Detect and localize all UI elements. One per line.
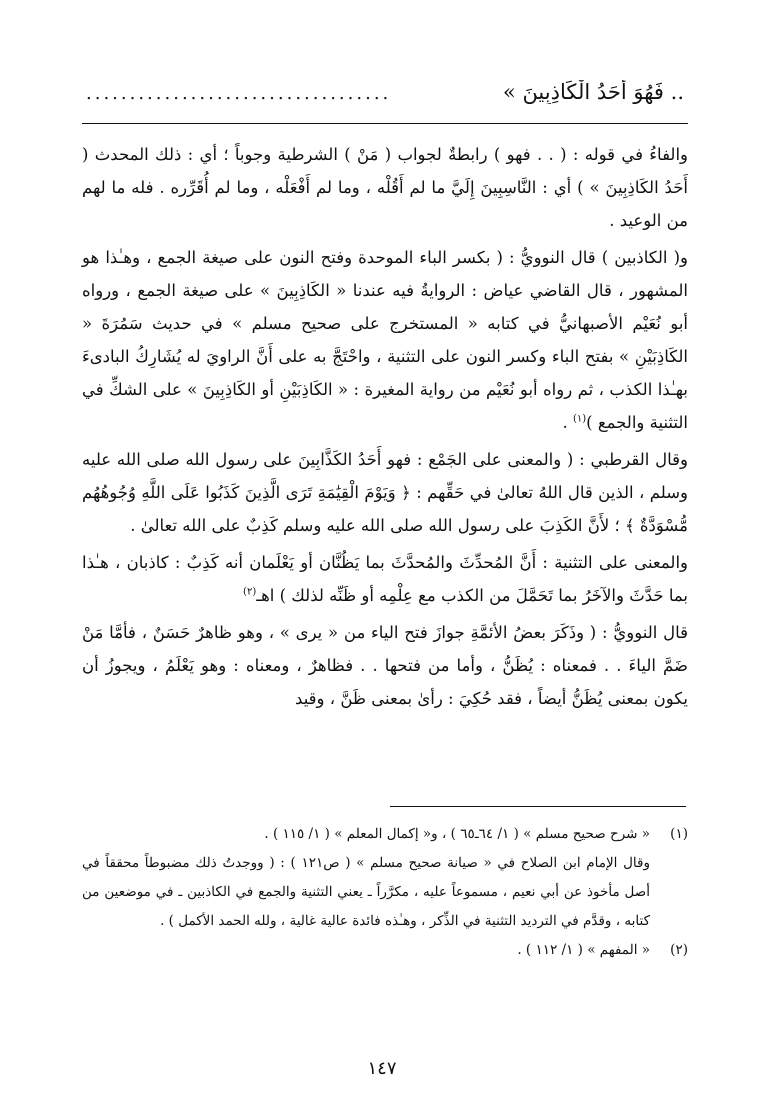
footnote-ref-2[interactable]: (٢): [243, 586, 257, 598]
header-rule: [82, 123, 688, 124]
page-number: ١٤٧: [367, 1058, 397, 1079]
footnote-1: [82, 820, 688, 849]
footnote-2: [82, 936, 688, 965]
footnotes: [82, 820, 688, 965]
footnote-1-continuation: وقال الإمام ابن الصلاح في « صيانة صحيح مسلم » ( ص١٢١ ) : ( ووجدتُ ذلك مضبوطاً محققاً في أصل مأخوذ عن أبي نعيم ، مسموعاً عليه ، مكرَّراً ـ يعني التثنية والجمع في الكاذبين ـ في موضعين من كتابه ، وقدَّم في الترديد التثنية في الذِّكر ، وهـٰذه فائدة عالية غالية ، ولله الحمد الأكمل ) .: [82, 855, 650, 929]
paragraph-2: و( الكاذبين ) قال النوويُّ : ( بكسر الباء الموحدة وفتح النون على صيغة الجمع ، وهـٰذا هو المشهور ، قال القاضي عياض : الروايةُ فيه عندنا « الكَاذِبِينَ » على صيغة الجمع ، ورواه أبو نُعَيْم الأصبهانيُّ في كتابه « المستخرج على صحيح مسلم » في حديث سَمُرَةَ « الكَاذِبَيْنِ » بفتح الباء وكسر النون على التثنية ، واحْتَجَّ به على أَنَّ الراويَ له يُشَارِكُ البادىءَ بهـٰذا الكذب ، ثم رواه أبو نُعَيْم من رواية المغيرة : « الكَاذِبَيْنِ أو الكَاذِبِينَ » على الشكِّ في التثنية والجمع )$^{(١)}$ .: [82, 248, 688, 432]
footnote-text: « المفهم » ( ١/ ١١٢ ) .: [517, 942, 650, 958]
paragraph-4: [82, 546, 688, 612]
header-title: فَهُوَ أَحَدُ الْكَاذِبِينَ »: [502, 80, 664, 104]
footnote-number: (٢): [670, 942, 688, 958]
paragraph-3: وقال القرطبي : ( والمعنى على الجَمْع : فهو أَحَدُ الكَذَّابِينَ على رسول الله صلى الله عليه وسلم ، الذين قال اللهُ تعالىٰ في حَقِّهم : ﴿ وَيَوْمَ الْقِيَٰمَةِ تَرَى الَّذِينَ كَذَبُوا عَلَى اللَّهِ وُجُوهُهُم مُّسْوَدَّةٌ ﴾ ؛ لأَنَّ الكَذِبَ على رسول الله صلى الله عليه وسلم كَذِبٌ على الله تعالىٰ .: [82, 450, 688, 535]
footnote-ref-1[interactable]: (١): [572, 413, 587, 425]
paragraph-5: قال النوويُّ : ( وذَكَرَ بعضُ الأئمَّةِ جوازَ فتح الياء من « يرى » ، وهو ظاهرٌ حَسَنٌ ، فأمَّا مَنْ ضَمَّ الياءَ . . فمعناه : يُظَنُّ ، وأما من فتحها . . فظاهرٌ ، ومعناه : وهو يَعْلَمُ ، ويجوزُ أن يكون بمعنى يُظَنُّ أيضاً ، فقد حُكِيَ : رأىٰ بمعنى ظَنَّ ، وقيد: [82, 623, 688, 708]
footnote-number: (١): [670, 826, 688, 842]
running-header: [86, 80, 684, 104]
paragraph-4-text: والمعنى على التثنية : أَنَّ المُحدِّثَ والمُحدَّثَ بما يَظُنَّان أو يَعْلَمان أنه كَذِبٌ : كاذبان ، هـٰذا بما حَدَّثَ والآخَرُ بما تَحَمَّلَ من الكذب مع عِلْمِه أو ظَنِّه لذلك ) اهـ: [82, 553, 688, 605]
footnote-text: « شرح صحيح مسلم » ( ١/ ٦٤ـ٦٥ ) ، و« إكمال المعلم » ( ١/ ١١٥ ) .: [264, 826, 650, 842]
header-dots: ...................................: [86, 83, 392, 104]
header-leading: ..: [670, 80, 684, 104]
main-text: [82, 138, 688, 715]
paragraph-2-text: و( الكاذبين ) قال النوويُّ : ( بكسر الباء الموحدة وفتح النون على صيغة الجمع ، وهـٰذا هو المشهور ، قال القاضي عياض : الروايةُ فيه عندنا « الكَاذِبِينَ » على صيغة الجمع ، ورواه أبو نُعَيْم الأصبهانيُّ في كتابه « المستخرج على صحيح مسلم » في حديث سَمُرَةَ « الكَاذِبَيْنِ » بفتح الباء وكسر النون على التثنية ، واحْتَجَّ به على أَنَّ الراويَ له يُشَارِكُ البادىءَ بهـٰذا الكذب ، ثم رواه أبو نُعَيْم من رواية المغيرة : « الكَاذِبَيْنِ أو الكَاذِبِينَ » على الشكِّ في التثنية والجمع ): [82, 248, 688, 432]
paragraph-1: والفاءُ في قوله : ( . . فهو ) رابطةٌ لجواب ( مَنْ ) الشرطية وجوباً ؛ أي : ذلك المحدث ( أَحَدُ الكَاذِبِينَ » ) أي : النَّاسِبِينَ إِلَيَّ ما لم أَقُلْه ، وما لم أَفْعَلْه ، وما لم أُقَرِّره . فله ما لهم من الوعيد .: [82, 145, 688, 230]
footnote-separator: [390, 806, 686, 807]
